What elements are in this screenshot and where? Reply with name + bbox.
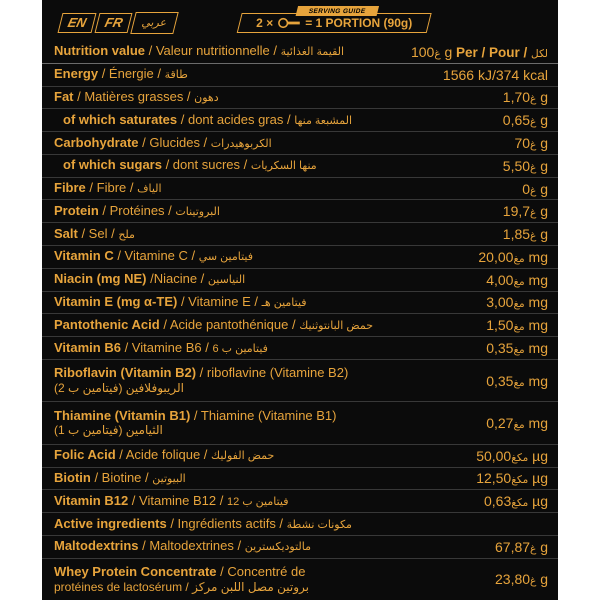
row-label-en: Biotin: [54, 469, 91, 485]
row-label-ar: دهون: [194, 92, 219, 105]
row-label: [54, 318, 373, 333]
row-label: [54, 341, 268, 356]
nutrition-row: [42, 222, 558, 245]
row-value-number: 20,00 mg: [478, 248, 548, 265]
row-label: [54, 539, 311, 554]
nutrition-row: [42, 313, 558, 336]
nutrition-row: [42, 245, 558, 268]
row-value-number: 1,70 g: [502, 89, 548, 106]
row-value: [497, 203, 548, 219]
row-label-ar: فيتامين ب 6: [212, 342, 268, 355]
nutrition-label: [42, 0, 558, 600]
row-unit-arabic: مكغ: [511, 497, 529, 510]
row-unit-arabic: مغ: [513, 298, 525, 311]
serving-portion: = 1 PORTION (90g): [305, 16, 413, 30]
row-value-number: 0,35 mg: [486, 340, 548, 357]
nutrition-row: [42, 535, 558, 558]
row-label-en: Thiamine (Vitamin B1): [54, 407, 191, 423]
row-label-fr: / Biotine /: [90, 469, 153, 485]
row-label-fr: / Protéines /: [98, 202, 176, 218]
nutrition-table: [42, 41, 558, 600]
row-value-number: 3,00 mg: [486, 294, 548, 311]
row-label: [54, 517, 352, 532]
row-label: [54, 448, 274, 463]
row-label-fr: / Matières grasses /: [73, 89, 195, 105]
nutrition-row: [42, 401, 558, 443]
row-value: [480, 415, 548, 431]
header-per-label: Per / Pour /: [452, 44, 532, 60]
row-value: [472, 249, 548, 265]
row-value: [480, 373, 548, 389]
serving-count: 2 ×: [256, 16, 274, 30]
row-value: [516, 181, 548, 197]
row-value: [480, 317, 548, 333]
row-label-fr: / Vitamine E /: [177, 294, 262, 310]
row-unit-arabic: مكغ: [511, 474, 529, 487]
row-label: [54, 67, 188, 82]
row-value-number: 50,00 µg: [476, 447, 548, 464]
nutrition-row: [42, 199, 558, 222]
row-value: [437, 67, 548, 83]
row-label-fr: / Fibre /: [85, 180, 138, 196]
row-label-ar: فيتامين ب 12: [226, 495, 289, 508]
row-label-fr: / Énergie /: [98, 66, 165, 82]
row-label-fr: / Vitamine B12 /: [128, 492, 227, 508]
row-label-fr: /Niacine /: [146, 271, 208, 287]
nutrition-row: [42, 268, 558, 291]
row-value: [489, 539, 548, 555]
row-label: [54, 113, 352, 128]
row-label-en: Vitamin B12: [54, 492, 129, 508]
row-value-number: 23,80 g: [495, 571, 548, 588]
row-label: [54, 136, 272, 151]
row-label-fr: / Sel /: [77, 225, 119, 241]
label-header: [42, 0, 558, 41]
row-value: [497, 226, 548, 242]
row-label: [54, 272, 245, 287]
row-label-fr: / Ingrédients actifs /: [166, 515, 287, 531]
row-label-en: Riboflavin (Vitamin B2): [54, 365, 197, 381]
row-label-line2: الثيامين (فيتامين ب 1): [54, 423, 163, 438]
header-per-quantity: 100 g: [410, 43, 453, 60]
row-label: [54, 409, 337, 438]
row-value: [480, 294, 548, 310]
nutrition-row: [42, 336, 558, 359]
row-label-fr: / Acide pantothénique /: [159, 316, 300, 332]
row-label-ar: مالتوديكسترين: [244, 541, 312, 554]
row-value: [497, 112, 548, 128]
serving-guide-tab: SERVING GUIDE: [296, 6, 379, 16]
row-unit-arabic: غ: [530, 139, 537, 152]
row-label-fr: / Glucides /: [138, 134, 211, 150]
row-label-fr: / Concentré de: [216, 563, 306, 579]
row-value: [480, 272, 548, 288]
header-unit-arabic: غ: [434, 47, 441, 60]
row-label-ar: البيوتين: [152, 472, 186, 485]
row-value: [497, 89, 548, 105]
lang-badge-en: EN: [58, 13, 97, 33]
row-unit-arabic: غ: [530, 230, 537, 243]
row-label-ar: المشبعة منها: [294, 114, 353, 127]
nutrition-row: [42, 86, 558, 109]
row-label-en: Active ingredients: [54, 515, 167, 531]
table-header-row: [42, 41, 558, 64]
row-label-en: Carbohydrate: [54, 134, 139, 150]
row-value-number: 4,00 mg: [486, 271, 548, 288]
row-label: [54, 494, 289, 509]
row-label-fr: / dont sucres /: [161, 157, 251, 173]
row-value-number: 67,87 g: [495, 538, 548, 555]
row-unit-arabic: مغ: [513, 344, 525, 357]
row-value-number: 0 g: [522, 180, 548, 197]
row-label: [54, 295, 307, 310]
nutrition-row: [42, 512, 558, 535]
row-unit-arabic: مكغ: [511, 451, 529, 464]
row-value-number: 1566 kJ/374 kcal: [442, 66, 548, 83]
row-value: [497, 158, 548, 174]
row-label-ar: فيتامين هـ: [261, 297, 307, 310]
row-unit-arabic: مغ: [513, 252, 525, 265]
serving-guide-badge: [237, 7, 432, 33]
row-label: [54, 181, 162, 196]
row-label-fr: / dont acides gras /: [177, 111, 295, 127]
header-per-arabic: لكل: [531, 47, 548, 60]
row-value: [470, 448, 548, 464]
row-value-number: 19,7 g: [502, 203, 548, 220]
row-value-number: 70 g: [514, 135, 548, 152]
row-unit-arabic: غ: [530, 575, 537, 588]
row-unit-arabic: غ: [530, 542, 537, 555]
row-unit-arabic: مغ: [513, 376, 525, 389]
row-label: [54, 565, 309, 594]
row-label: [54, 227, 135, 242]
row-label-fr: / Thiamine (Vitamine B1): [190, 407, 337, 423]
row-unit-arabic: غ: [530, 93, 537, 106]
row-label-ar: حمض البانتوثنيك: [299, 319, 374, 332]
row-value-number: 0,65 g: [502, 112, 548, 129]
row-value-number: 0,35 mg: [486, 372, 548, 389]
row-label: [54, 90, 219, 105]
row-label-line2: الريبوفلافين (فيتامين ب 2): [54, 381, 184, 396]
row-value: [508, 135, 548, 151]
row-label-en: Fibre: [54, 180, 86, 196]
nutrition-row: [42, 64, 558, 86]
row-value: [470, 470, 548, 486]
row-label-fr: / riboflavine (Vitamine B2): [196, 365, 349, 381]
row-label-fr: / Maltodextrines /: [138, 538, 245, 554]
row-value-number: 12,50 µg: [476, 470, 548, 487]
nutrition-row: [42, 154, 558, 177]
row-value-number: 0,63 µg: [483, 493, 548, 510]
nutrition-row: [42, 108, 558, 131]
header-row-value: [405, 44, 548, 60]
row-unit-arabic: غ: [530, 207, 537, 220]
header-label-fr: / Valeur nutritionnelle /: [145, 43, 281, 59]
scoop-icon: [277, 17, 301, 29]
row-label-en: Vitamin C: [54, 248, 114, 264]
row-label-en: of which saturates: [63, 111, 178, 127]
row-label-fr: / Vitamine B6 /: [120, 339, 213, 355]
row-label-en: Whey Protein Concentrate: [54, 563, 217, 579]
row-unit-arabic: مغ: [513, 419, 525, 432]
header-label-ar: القيمة الغذائية: [280, 46, 345, 59]
row-label-en: Energy: [54, 66, 99, 82]
nutrition-row: [42, 558, 558, 600]
row-label-line2: protéines de lactosérum / بروتين مصل اللبن مركز: [54, 579, 309, 594]
nutrition-row: [42, 291, 558, 314]
row-value: [480, 340, 548, 356]
row-label-fr: / Vitamine C /: [113, 248, 199, 264]
header-label-en: Nutrition value: [54, 43, 146, 59]
row-label-en: Niacin (mg NE): [54, 271, 147, 287]
nutrition-row: [42, 444, 558, 467]
row-label-ar: البروتينات: [175, 205, 220, 218]
nutrition-row: [42, 131, 558, 154]
row-value: [489, 571, 548, 587]
serving-guide-text: [256, 16, 412, 30]
row-label-ar: مكونات نشطة: [286, 518, 352, 531]
row-label: [54, 366, 348, 395]
row-label-ar: فيتامين سي: [198, 251, 254, 264]
row-label-en: Folic Acid: [54, 447, 116, 463]
row-label-ar: الياف: [137, 183, 162, 196]
row-value-number: 1,85 g: [502, 226, 548, 243]
nutrition-row: [42, 467, 558, 490]
row-label-en: Fat: [54, 89, 74, 105]
nutrition-row: [42, 359, 558, 401]
row-label-ar: الكربوهيدرات: [210, 137, 272, 150]
row-unit-arabic: غ: [530, 184, 537, 197]
row-label: [54, 471, 186, 486]
row-value-number: 5,50 g: [502, 157, 548, 174]
row-label-ar: طاقة: [164, 69, 188, 82]
row-value: [478, 493, 548, 509]
row-label-en: Salt: [54, 225, 78, 241]
row-value-number: 1,50 mg: [486, 317, 548, 334]
row-label-en: Vitamin B6: [54, 339, 121, 355]
row-unit-arabic: غ: [530, 161, 537, 174]
row-label-en: Maltodextrins: [54, 538, 139, 554]
language-badges: [60, 12, 179, 34]
row-label-en: Protein: [54, 202, 99, 218]
row-label: [54, 158, 317, 173]
row-label: [54, 204, 220, 219]
lang-badge-fr: FR: [95, 13, 133, 33]
nutrition-row: [42, 177, 558, 200]
lang-badge-arabic: عربي: [131, 12, 179, 34]
row-unit-arabic: غ: [530, 116, 537, 129]
row-label-ar: ملح: [118, 228, 135, 241]
row-unit-arabic: مغ: [513, 321, 525, 334]
nutrition-row: [42, 489, 558, 512]
row-label-ar: منها السكريات: [250, 160, 317, 173]
row-label-ar: حمض الفوليك: [211, 450, 275, 463]
row-label: [54, 249, 253, 264]
row-label-ar: النياسين: [207, 274, 246, 287]
row-label-en: Vitamin E (mg α-TE): [54, 294, 178, 310]
row-label-fr: / Acide folique /: [115, 447, 212, 463]
row-label-en: Pantothenic Acid: [54, 316, 160, 332]
row-value-number: 0,27 mg: [486, 415, 548, 432]
row-unit-arabic: مغ: [513, 275, 525, 288]
row-label-en: of which sugars: [63, 157, 162, 173]
header-row-label: [54, 44, 344, 59]
